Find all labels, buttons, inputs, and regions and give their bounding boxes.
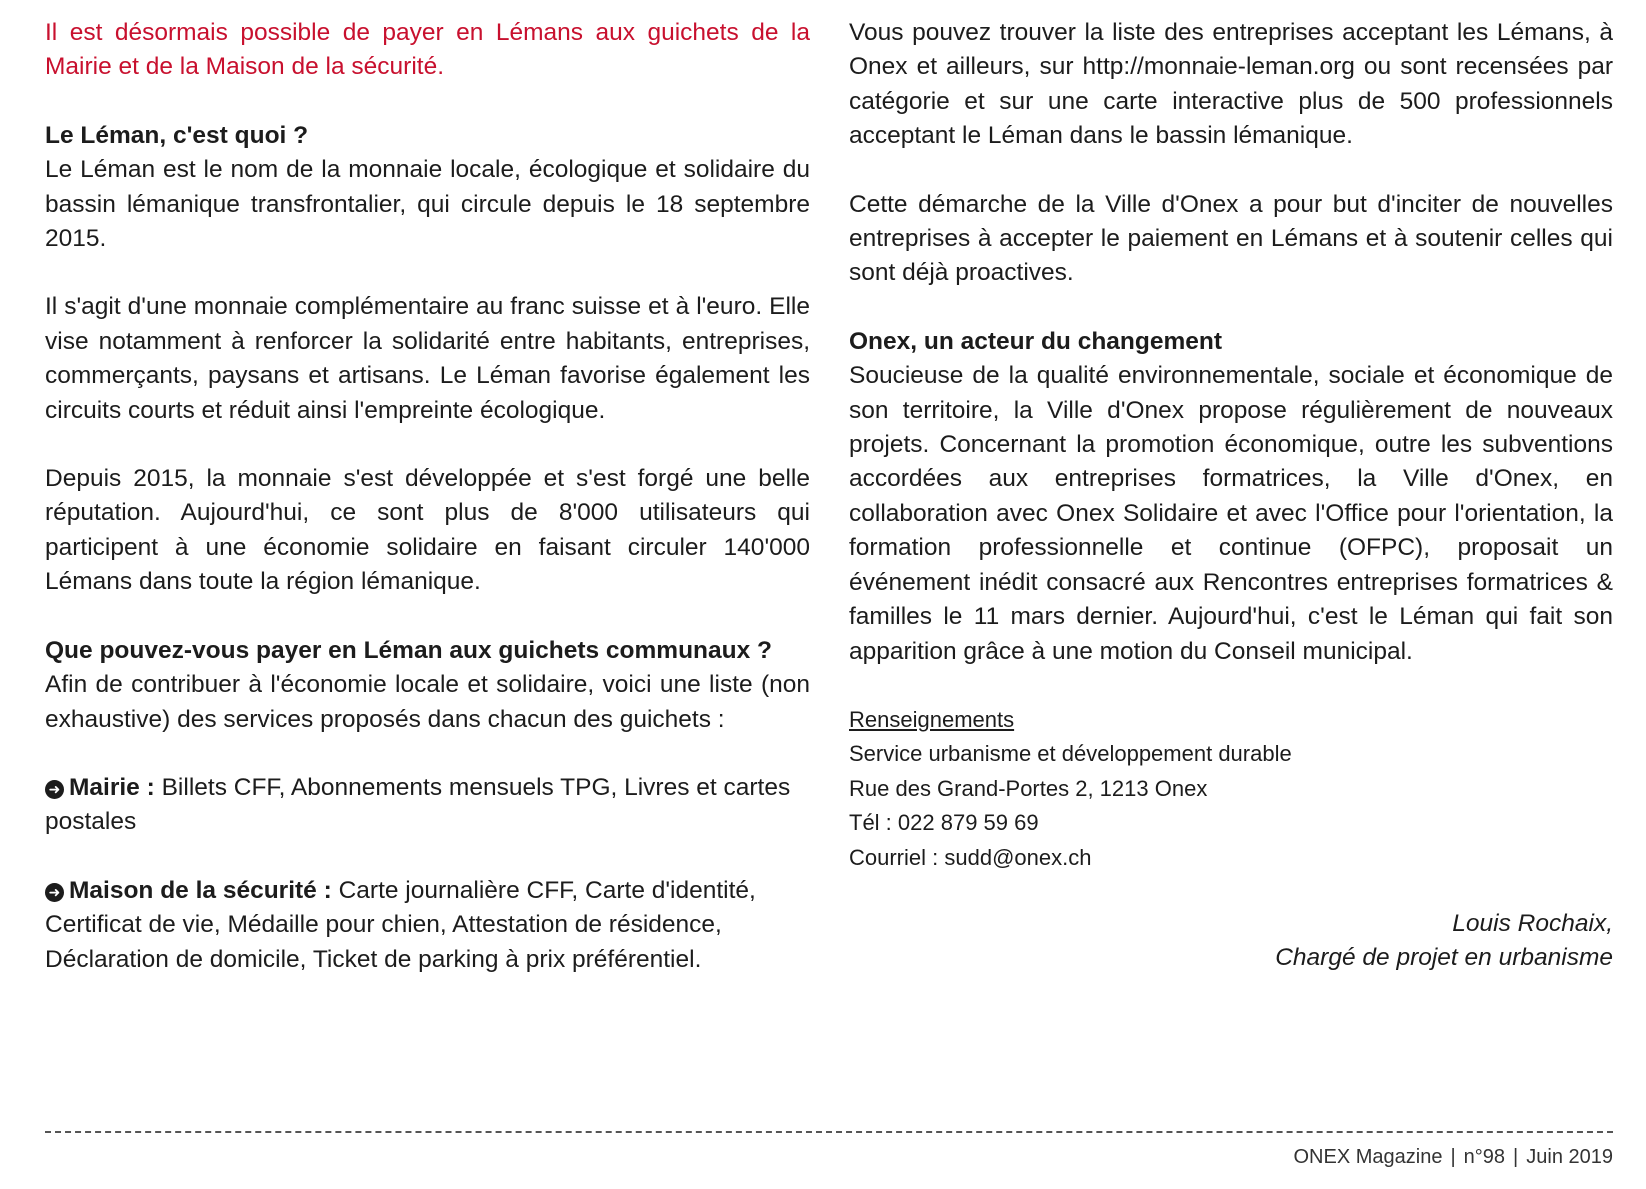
section-heading-onex: Onex, un acteur du changement [849, 327, 1223, 355]
list-item-mairie [45, 771, 810, 840]
paragraph-onex: Soucieuse de la qualité environnementale, sociale et économique de son territoire, la Ville d'Onex propose régulièrement de nouveaux projets. Concernant la promotion économique, outre les subventions accordées aux entreprises formatrices, la Ville d'Onex, en collaboration avec Onex Solidaire et avec l'Office pour l'orientation, la formation professionnelle et continue (OFPC), proposait un événement inédit consacré aux Rencontres entreprises formatrices & familles le 11 mars dernier. Aujourd'hui, c'est le Léman qui fait son apparition grâce à une motion du Conseil municipal. [849, 362, 1613, 665]
footer-date: Juin 2019 [1526, 1146, 1613, 1168]
paragraph-list: Vous pouvez trouver la liste des entreprises acceptant les Lémans, à Onex et ailleurs, sur http://monnaie-leman.org ou sont recensées par catégorie et sur une carte interactive plus de 500 professionnels acceptant le Léman dans le bassin lémanique. [849, 19, 1613, 150]
section-heading-pay: Que pouvez-vous payer en Léman aux guichets communaux ? [45, 636, 773, 664]
mairie-text: Billets CFF, Abonnements mensuels TPG, Livres et cartes postales [45, 773, 791, 836]
signature-name: Louis Rochaix, [1452, 909, 1613, 937]
arrow-right-icon: ➜ [45, 883, 64, 902]
footer-divider [45, 1131, 1613, 1133]
signature-role: Chargé de projet en urbanisme [1275, 944, 1613, 972]
info-email: Courriel : sudd@onex.ch [849, 844, 1092, 870]
arrow-right-icon: ➜ [45, 780, 64, 799]
footer [1294, 1146, 1614, 1169]
paragraph-demarche: Cette démarche de la Ville d'Onex a pour but d'inciter de nouvelles entreprises à accepter le paiement en Lémans et à soutenir celles qui sont déjà proactives. [849, 190, 1613, 287]
footer-issue: n°98 [1463, 1146, 1506, 1168]
paragraph-what-3: Depuis 2015, la monnaie s'est développée et s'est forgé une belle réputation. Aujourd'hui, ce sont plus de 8'000 utilisateurs qui participent à une économie solidaire en faisant circuler 140'000 Lémans dans toute la région lémanique. [45, 465, 810, 596]
list-item-maison [45, 874, 810, 977]
left-column [45, 16, 810, 977]
info-phone: Tél : 022 879 59 69 [849, 810, 1039, 836]
maison-label: Maison de la sécurité : [69, 876, 332, 904]
section-pay [45, 634, 810, 737]
info-block [849, 703, 1613, 875]
footer-magazine: ONEX Magazine [1293, 1146, 1443, 1168]
mairie-label: Mairie : [69, 773, 155, 801]
intro-paragraph: Il est désormais possible de payer en Lémans aux guichets de la Mairie et de la Maison de la sécurité. [45, 19, 810, 81]
paragraph-pay-intro: Afin de contribuer à l'économie locale et solidaire, voici une liste (non exhaustive) des services proposés dans chacun des guichets : [45, 671, 810, 733]
paragraph-what-2: Il s'agit d'une monnaie complémentaire au franc suisse et à l'euro. Elle vise notamment à renforcer la solidarité entre habitants, entreprises, commerçants, paysans et artisans. Le Léman favorise également les circuits courts et réduit ainsi l'empreinte écologique. [45, 293, 810, 424]
section-what [45, 119, 810, 257]
section-onex [849, 325, 1613, 669]
info-service: Service urbanisme et développement durable [849, 741, 1292, 767]
maison-text: Carte journalière CFF, Carte d'identité, Certificat de vie, Médaille pour chien, Attestation de résidence, Déclaration de domicile, Ticket de parking à prix préférentiel. [45, 876, 756, 973]
right-column [849, 16, 1613, 976]
paragraph-what-1: Le Léman est le nom de la monnaie locale, écologique et solidaire du bassin lémanique transfrontalier, qui circule depuis le 18 septembre 2015. [45, 156, 810, 253]
footer-separator: | [1513, 1146, 1519, 1168]
signature [849, 907, 1613, 976]
footer-separator: | [1450, 1146, 1456, 1168]
section-heading-what: Le Léman, c'est quoi ? [45, 121, 309, 149]
info-address: Rue des Grand-Portes 2, 1213 Onex [849, 775, 1208, 801]
info-title: Renseignements [849, 706, 1015, 732]
